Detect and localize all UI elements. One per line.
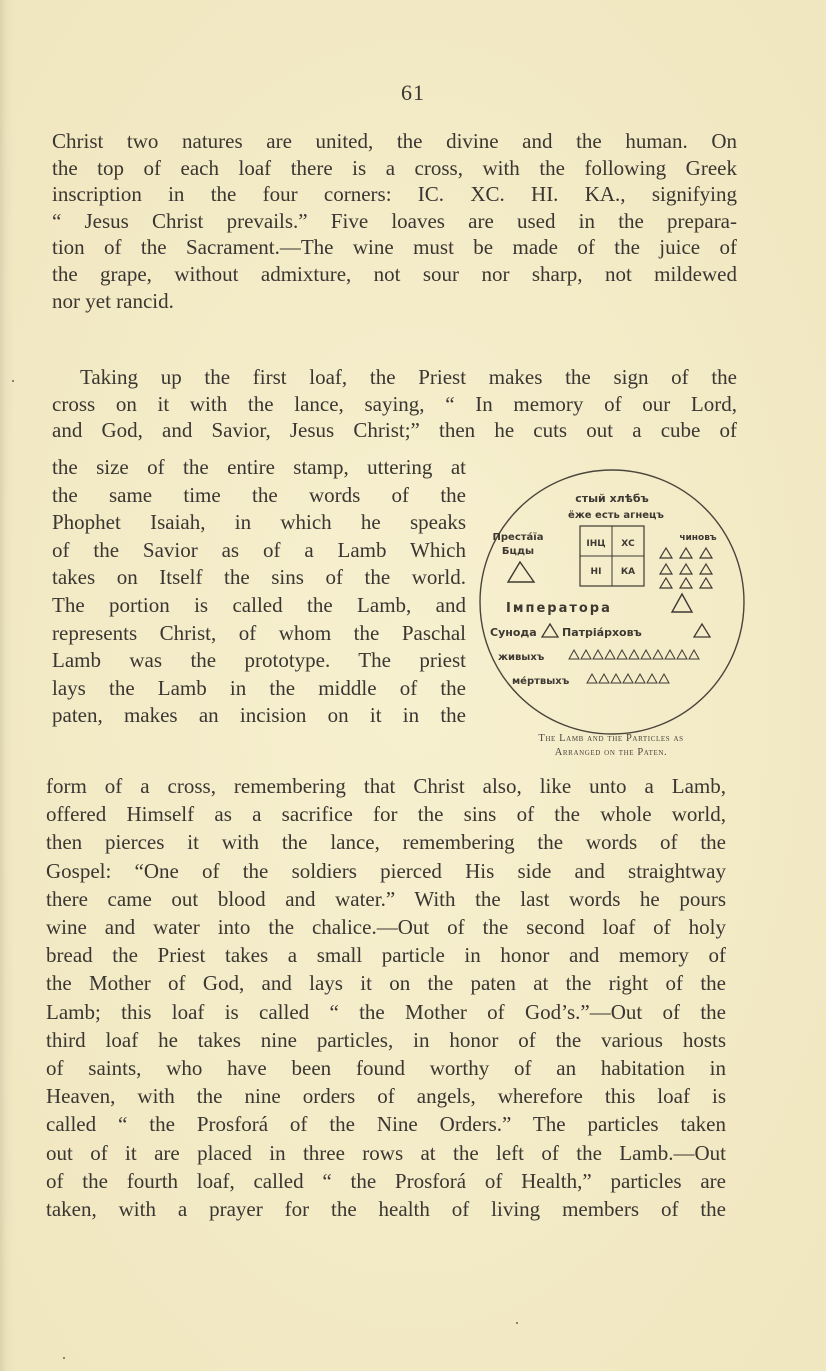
text-line: cross on it with the lance, saying, “ In memory of our Lord,	[52, 391, 737, 416]
text-line: paten, makes an incision on it in the	[52, 703, 466, 728]
paragraph-1	[52, 128, 737, 314]
text-line: tion of the Sacrament.—The wine must be made of the juice of	[52, 235, 737, 260]
text-line: represents Christ, of whom the Paschal	[52, 620, 466, 645]
text-line: The portion is called the Lamb, and	[52, 592, 466, 617]
text-line: wine and water into the chalice.—Out of the second loaf of holy	[46, 915, 726, 940]
text-line: called “ the Prosforá of the Nine Orders.” The particles taken	[46, 1112, 726, 1137]
particles-nine-orders	[660, 548, 712, 588]
text-line: and God, and Savior, Jesus Christ;” then he cuts out a cube of	[52, 418, 737, 443]
text-line: nor yet rancid.	[52, 288, 174, 313]
text-line: of the fourth loaf, called “ the Prosforá of Health,” particles are	[46, 1168, 726, 1193]
paten-figure	[476, 466, 748, 738]
text-line: inscription in the four corners: IC. XC. HI. KA., signifying	[52, 182, 737, 207]
text-line: lays the Lamb in the middle of the	[52, 675, 466, 700]
particle-patriarchs	[694, 624, 710, 637]
caption-line-1: The Lamb and the Particles as	[538, 733, 684, 744]
text-line: there came out blood and water.” With the last words he pours	[46, 886, 726, 911]
text-line: form of a cross, remembering that Christ also, like unto a Lamb,	[46, 774, 726, 798]
text-line: takes on Itself the sins of the world.	[52, 565, 466, 590]
particles-departed	[587, 674, 669, 683]
inscription-left2: Бцды	[501, 546, 535, 557]
paten-diagram	[476, 466, 748, 738]
text-line: Gospel: “One of the soldiers pierced His side and straightway	[46, 858, 726, 883]
inscription-left1: Преста́їа	[492, 532, 544, 543]
paper-speck	[63, 1357, 65, 1359]
caption-line-2: Arranged on the Paten.	[554, 747, 668, 758]
text-line: the grape, without admixture, not sour nor sharp, not mildewed	[52, 261, 737, 286]
text-line: the size of the entire stamp, uttering at	[52, 455, 466, 479]
inscription-right1: чиновъ	[679, 533, 717, 543]
particle-emperor	[672, 594, 692, 612]
particles-living	[569, 650, 699, 659]
text-line: Lamb was the prototype. The priest	[52, 648, 466, 673]
paragraph-2-intro	[52, 364, 737, 444]
text-line: “ Jesus Christ prevails.” Five loaves are used in the prepara-	[52, 208, 737, 233]
cross-label-bl: НІ	[590, 567, 602, 577]
text-line: the Mother of God, and lays it on the paten at the right of the	[46, 971, 726, 996]
text-line: the same time the words of the	[52, 482, 466, 507]
text-line: then pierces it with the lance, remembering the words of the	[46, 830, 726, 855]
text-line: third loaf he takes nine particles, in honor of the various hosts	[46, 1027, 726, 1052]
inscription-row1: Імператора	[506, 601, 612, 616]
text-line: taken, with a prayer for the health of living members of the	[46, 1197, 726, 1222]
inscription-row2b: Патріа́рховъ	[562, 626, 642, 639]
text-line: of saints, who have been found worthy of an habitation in	[46, 1056, 726, 1081]
text-line: offered Himself as a sacrifice for the sins of the whole world,	[46, 802, 726, 827]
paragraph-2-continued	[46, 772, 726, 1223]
inscription-top1: стый хлѣбъ	[575, 492, 649, 505]
cross-label-br: КА	[620, 567, 636, 577]
text-line: the top of each loaf there is a cross, with the following Greek	[52, 155, 737, 180]
figure-caption	[466, 732, 756, 760]
cross-label-tr: ХС	[621, 539, 635, 549]
cross-label-tl: ІНЦ	[586, 539, 606, 549]
text-line: Christ two natures are united, the divine and the human. On	[52, 129, 737, 153]
text-line: Taking up the first loaf, the Priest makes the sign of the	[80, 365, 737, 389]
inscription-row4: ме́ртвыхъ	[512, 676, 570, 687]
paper-speck	[516, 1322, 518, 1324]
particle-mother-of-god	[508, 562, 534, 582]
particle-synod	[542, 624, 558, 637]
paper-speck	[12, 380, 14, 382]
paragraph-2-wrapped	[52, 454, 466, 730]
inscription-row2a: Сунода	[490, 626, 537, 639]
text-line: Lamb; this loaf is called “ the Mother of God’s.”—Out of the	[46, 999, 726, 1024]
text-line: Phophet Isaiah, in which he speaks	[52, 510, 466, 535]
text-line: out of it are placed in three rows at the left of the Lamb.—Out	[46, 1140, 726, 1165]
page-number: 61	[401, 80, 425, 105]
inscription-row3: живыхъ	[498, 652, 545, 663]
inscription-top2: ёже есть агнецъ	[568, 510, 664, 521]
text-line: bread the Priest takes a small particle in honor and memory of	[46, 943, 726, 968]
text-line: of the Savior as of a Lamb Which	[52, 537, 466, 562]
text-line: Heaven, with the nine orders of angels, wherefore this loaf is	[46, 1084, 726, 1109]
